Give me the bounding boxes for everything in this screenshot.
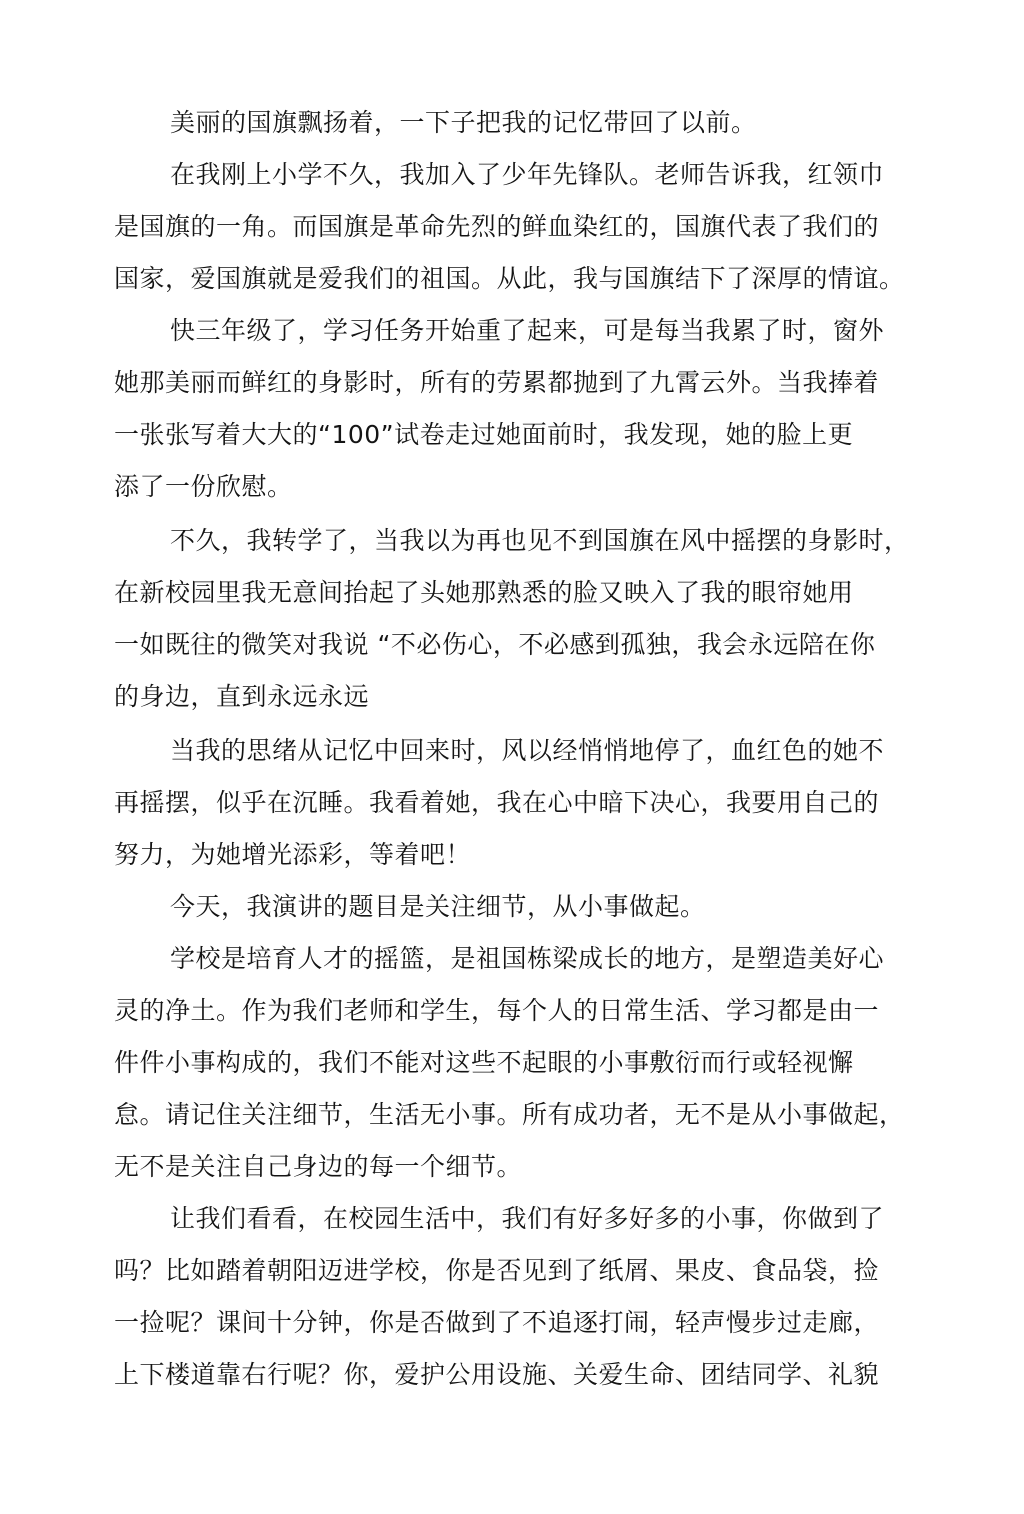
text-line: 怠。请记住关注细节，生活无小事。所有成功者，无不是从小事做起，: [114, 1100, 905, 1129]
text-line: 一张张写着大大的“100”试卷走过她面前时，我发现，她的脸上更: [114, 420, 854, 449]
text-line: 的身边，直到永远永远: [114, 682, 370, 711]
text-line: 学校是培育人才的摇篮，是祖国栋梁成长的地方，是塑造美好心: [170, 944, 885, 973]
text-line: 国家，爱国旗就是爱我们的祖国。从此，我与国旗结下了深厚的情谊。: [114, 264, 905, 293]
text-line: 无不是关注自己身边的每一个细节。: [114, 1152, 523, 1181]
text-line: 件件小事构成的，我们不能对这些不起眼的小事敷衍而行或轻视懈: [114, 1048, 854, 1077]
text-line: 她那美丽而鲜红的身影时，所有的劳累都抛到了九霄云外。当我捧着: [114, 368, 880, 397]
text-line: 一捡呢？课间十分钟，你是否做到了不追逐打闹，轻声慢步过走廊，: [114, 1308, 880, 1337]
text-line: 添了一份欣慰。: [114, 472, 293, 501]
text-line: 在新校园里我无意间抬起了头她那熟悉的脸又映入了我的眼帘她用: [114, 578, 854, 607]
text-line: 努力，为她增光添彩，等着吧！: [114, 840, 472, 869]
text-line: 灵的净土。作为我们老师和学生，每个人的日常生活、学习都是由一: [114, 996, 880, 1025]
text-line: 美丽的国旗飘扬着，一下子把我的记忆带回了以前。: [170, 108, 757, 137]
text-line: 一如既往的微笑对我说 “不必伤心，不必感到孤独，我会永远陪在你: [114, 630, 876, 659]
text-line: 当我的思绪从记忆中回来时，风以经悄悄地停了，血红色的她不: [170, 736, 885, 765]
text-line: 快三年级了，学习任务开始重了起来，可是每当我累了时，窗外: [170, 316, 885, 345]
text-line: 再摇摆，似乎在沉睡。我看着她，我在心中暗下决心，我要用自己的: [114, 788, 880, 817]
text-line: 让我们看看，在校园生活中，我们有好多好多的小事，你做到了: [170, 1204, 885, 1233]
text-line: 上下楼道靠右行呢？你，爱护公用设施、关爱生命、团结同学、礼貌: [114, 1360, 880, 1389]
text-line: 是国旗的一角。而国旗是革命先烈的鲜血染红的，国旗代表了我们的: [114, 212, 880, 241]
text-line: 不久，我转学了，当我以为再也见不到国旗在风中摇摆的身影时，: [170, 526, 910, 555]
text-line: 吗？比如踏着朝阳迈进学校，你是否见到了纸屑、果皮、食品袋，捡: [114, 1256, 880, 1285]
text-line: 在我刚上小学不久，我加入了少年先锋队。老师告诉我，红领巾: [170, 160, 885, 189]
text-line: 今天，我演讲的题目是关注细节，从小事做起。: [170, 892, 706, 921]
